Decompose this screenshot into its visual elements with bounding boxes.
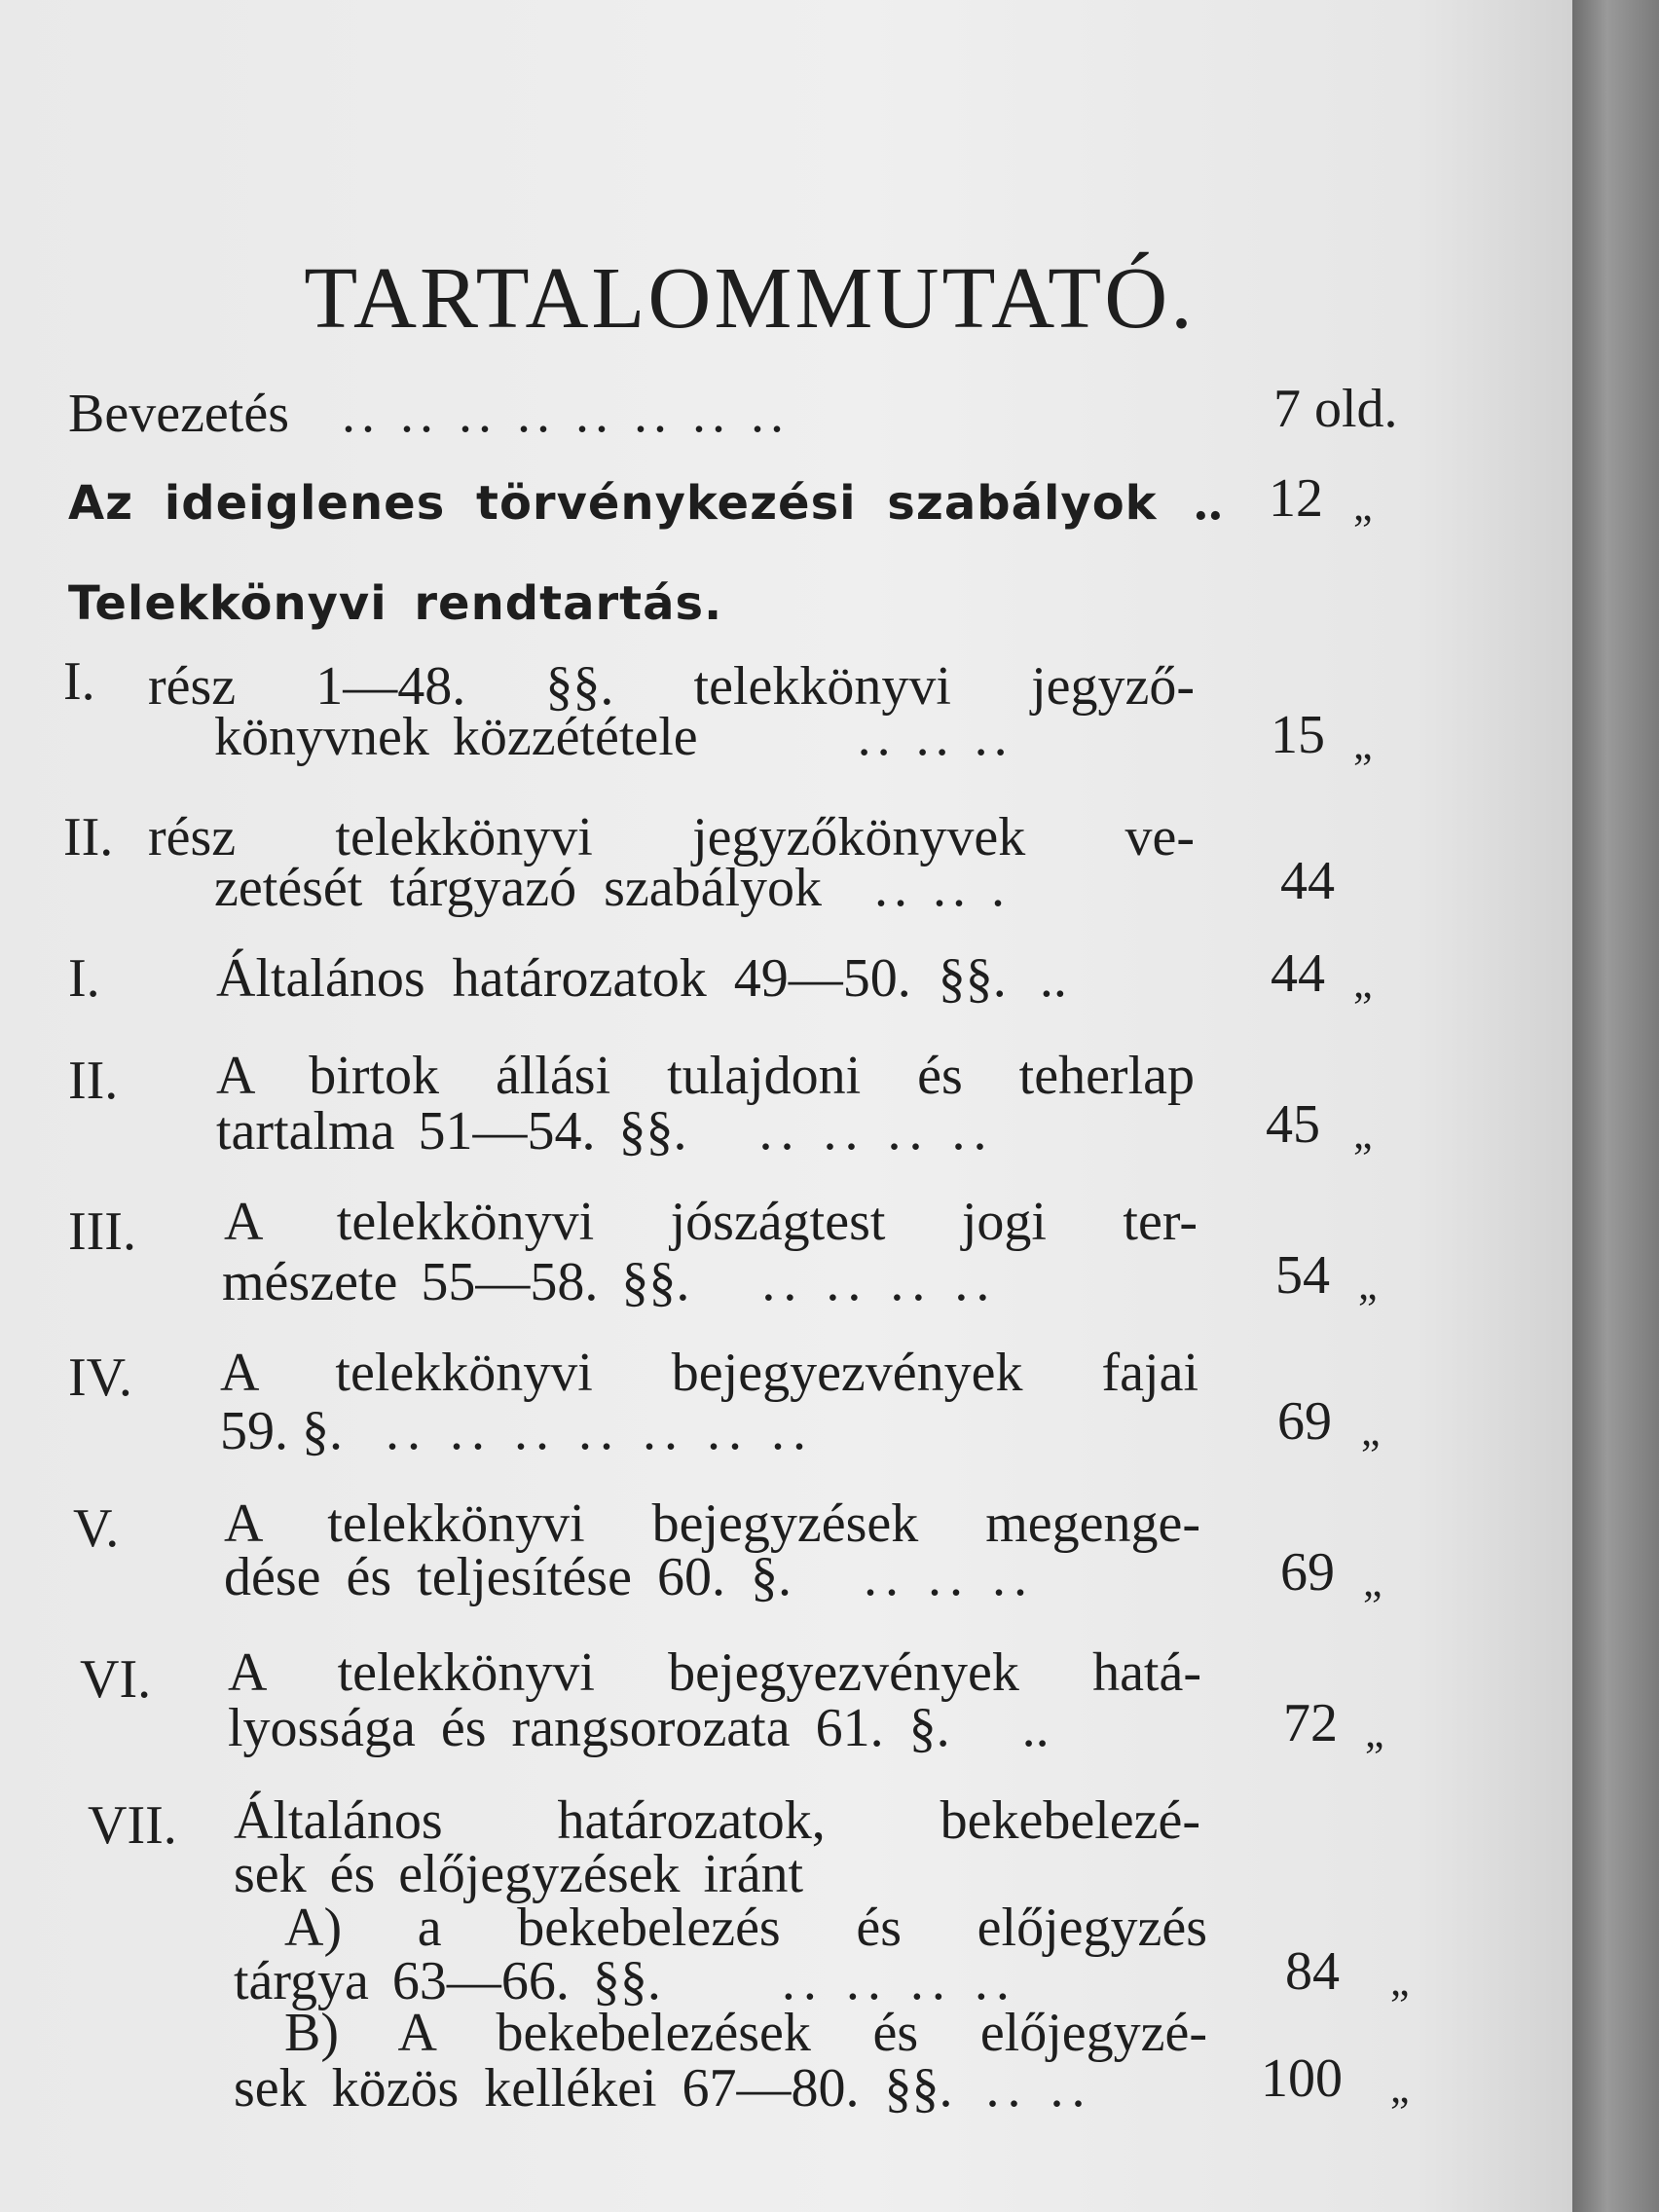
part-number: II.: [63, 807, 114, 867]
leader-dots: ..: [1021, 1698, 1050, 1758]
page-number: 45: [1266, 1094, 1320, 1155]
ditto-mark: „: [1363, 1558, 1382, 1605]
ditto-mark: „: [1353, 959, 1373, 1007]
entry-c4: [220, 1402, 814, 1460]
leader-dots: .. .. ..: [857, 707, 1014, 767]
page-number: 69: [1277, 1391, 1332, 1452]
entry-line: A telekkönyvi bejegyzések megenge-: [224, 1493, 1200, 1554]
entry-text: sek közös kellékei 67—80. §§.: [234, 2058, 953, 2119]
leader-dots: .. .. .. .. .. .. ..: [386, 1401, 814, 1461]
page-title: TARTALOMMUTATÓ.: [304, 250, 1196, 347]
leader-dots: .. .. .. ..: [761, 1252, 998, 1312]
leader-dots: .. ..: [985, 2058, 1093, 2119]
entry-c3: [222, 1253, 997, 1311]
page-number: 72: [1283, 1693, 1338, 1753]
entry-text: tartalma 51—54. §§.: [216, 1101, 687, 1161]
entry-text: Az ideiglenes törvénykezési szabályok: [68, 476, 1158, 531]
entry-line: sek és előjegyzések iránt: [234, 1844, 804, 1904]
entry-text: Általános határozatok 49—50. §§.: [216, 948, 1007, 1009]
entry-line: A) a bekebelezés és előjegyzés: [284, 1898, 1207, 1958]
ditto-mark: „: [1390, 2064, 1410, 2112]
entry-c2: [216, 1102, 994, 1161]
entry-text: lyossága és rangsorozata 61. §.: [228, 1698, 950, 1758]
page-number: 69: [1280, 1542, 1335, 1603]
entry-line: rész telekkönyvi jegyzőkönyvek ve-: [148, 807, 1195, 867]
entry-line: Általános határozatok, bekebelezé-: [234, 1790, 1200, 1851]
leader-dots: .. .. .. ..: [781, 1951, 1017, 2011]
page-number: 44: [1280, 851, 1335, 911]
entry-text: könyvnek közzététele: [214, 707, 698, 767]
page-number: 12: [1269, 468, 1323, 529]
entry-resz1: [214, 708, 1014, 766]
chapter-number: VI.: [80, 1649, 152, 1710]
entry-bevezetes: [68, 385, 790, 443]
chapter-number: II.: [68, 1051, 119, 1111]
ditto-mark: „: [1353, 482, 1373, 530]
entry-text: zetését tárgyazó szabályok: [214, 858, 823, 918]
entry-c6: [228, 1699, 1050, 1757]
chapter-number: IV.: [68, 1347, 132, 1408]
entry-c7a: [234, 1952, 1017, 2010]
ditto-mark: „: [1365, 1709, 1384, 1756]
page-number: 84: [1285, 1941, 1340, 2002]
part-number: I.: [63, 651, 95, 712]
leader-dots: .. .. ..: [863, 1547, 1035, 1607]
entry-c1: [216, 949, 1067, 1008]
leader-dots: ..: [1194, 471, 1224, 532]
leader-dots: .. .. .: [874, 858, 1012, 918]
ditto-mark: „: [1353, 1110, 1373, 1158]
page-number: 54: [1275, 1245, 1330, 1306]
entry-text: mészete 55—58. §§.: [222, 1252, 690, 1312]
entry-text: tárgya 63—66. §§.: [234, 1951, 661, 2011]
entry-text: 59. §.: [220, 1401, 343, 1461]
book-edge: [1572, 0, 1659, 2212]
entry-line: A telekkönyvi bejegyezvények hatá-: [228, 1642, 1201, 1703]
ditto-mark: „: [1353, 720, 1373, 768]
page-number: 100: [1261, 2048, 1343, 2109]
leader-dots: ..: [1039, 948, 1067, 1009]
section-heading: Telekkönyvi rendtartás.: [68, 576, 723, 631]
chapter-number: V.: [73, 1498, 120, 1559]
entry-line: A telekkönyvi bejegyezvények fajai: [220, 1343, 1198, 1403]
entry-line: B) A bekebelezések és előjegyzé-: [284, 2003, 1207, 2063]
ditto-mark: „: [1361, 1407, 1381, 1455]
chapter-number: I.: [68, 948, 100, 1009]
entry-line: A birtok állási tulajdoni és teherlap: [216, 1046, 1195, 1106]
page-number: 15: [1271, 705, 1325, 765]
entry-text: dése és teljesítése 60. §.: [224, 1547, 792, 1607]
page-number: 44: [1271, 943, 1325, 1004]
entry-ideiglenes: [68, 472, 1223, 533]
page-number: 7 old.: [1273, 379, 1398, 439]
leader-dots: .. .. .. ..: [758, 1101, 995, 1161]
chapter-number: III.: [68, 1201, 136, 1262]
ditto-mark: „: [1390, 1957, 1410, 2005]
entry-line: A telekkönyvi jószágtest jogi ter-: [224, 1192, 1198, 1252]
entry-resz2: [214, 859, 1011, 917]
entry-c7b: [234, 2059, 1093, 2118]
entry-line: rész 1—48. §§. telekkönyvi jegyző-: [148, 656, 1195, 717]
ditto-mark: „: [1358, 1261, 1378, 1309]
entry-c5: [224, 1548, 1035, 1606]
chapter-number: VII.: [88, 1795, 177, 1856]
leader-dots: .. .. .. .. .. .. .. ..: [341, 384, 790, 444]
entry-text: Bevezetés: [68, 384, 289, 444]
